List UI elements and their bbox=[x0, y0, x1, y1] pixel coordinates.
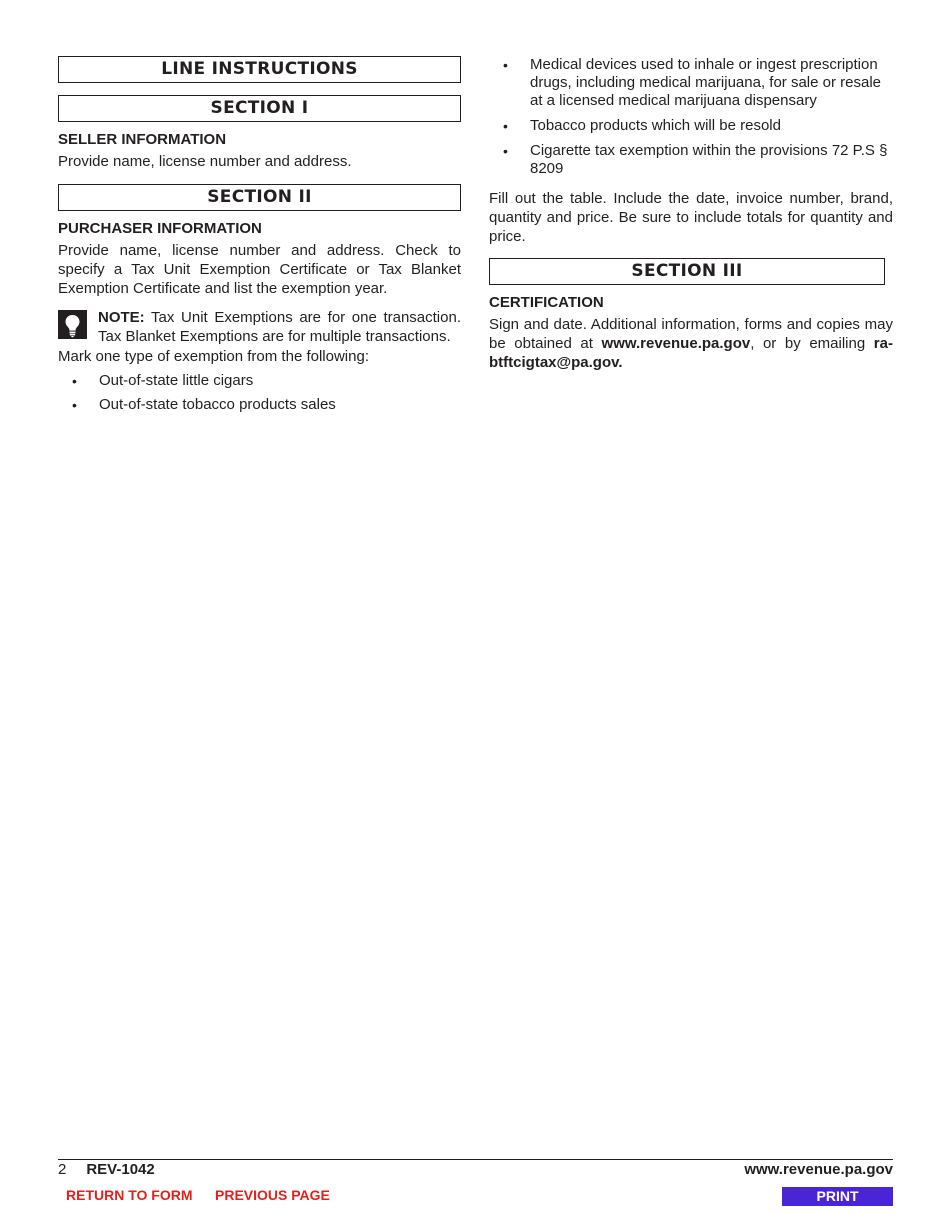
lightbulb-icon bbox=[58, 310, 87, 339]
website-link[interactable]: www.revenue.pa.gov bbox=[601, 335, 751, 352]
bullet-icon: • bbox=[72, 373, 77, 389]
page-number: 2 bbox=[58, 1161, 67, 1178]
footer-website: www.revenue.pa.gov bbox=[744, 1161, 893, 1178]
bullet-icon: • bbox=[503, 143, 508, 159]
section-2-heading: SECTION II bbox=[58, 184, 461, 211]
footer-page-info bbox=[58, 1161, 155, 1179]
bullet-icon: • bbox=[503, 57, 508, 73]
purchaser-information-subhead: PURCHASER INFORMATION bbox=[58, 220, 262, 237]
seller-information-text: Provide name, license number and address. bbox=[58, 153, 352, 170]
exemption-intro-text: Mark one type of exemption from the following: bbox=[58, 348, 369, 365]
exemption-list-left bbox=[58, 372, 461, 414]
seller-information-subhead: SELLER INFORMATION bbox=[58, 131, 227, 148]
table-instructions-text: Fill out the table. Include the date, invoice number, brand, quantity and price. Be sure to include totals for quantity and price. bbox=[489, 190, 893, 245]
footer-divider bbox=[58, 1159, 893, 1160]
list-item: • Tobacco products which will be resold bbox=[503, 117, 781, 134]
list-item: • Cigarette tax exemption within the provisions 72 P.S § 8209 bbox=[503, 142, 888, 177]
print-button[interactable]: PRINT bbox=[782, 1187, 893, 1206]
note-label: NOTE: bbox=[98, 309, 145, 326]
return-to-form-link[interactable]: RETURN TO FORM bbox=[66, 1187, 193, 1203]
bullet-icon: • bbox=[72, 397, 77, 413]
email-link[interactable]: ra-btftcigtax@pa.gov. bbox=[489, 335, 893, 371]
certification-subhead: CERTIFICATION bbox=[489, 294, 604, 311]
section-1-heading: SECTION I bbox=[58, 95, 461, 122]
certification-text: Sign and date. Additional information, forms and copies may be obtained at www.revenue.pa.gov, or by emailing ra-btftcigtax@pa.gov. bbox=[489, 316, 893, 371]
note-block bbox=[58, 308, 461, 346]
exemption-list-right bbox=[489, 56, 893, 178]
list-item: • Out-of-state little cigars bbox=[72, 372, 254, 389]
note-text: Tax Unit Exemptions are for one transaction. Tax Blanket Exemptions are for multiple transactions. bbox=[98, 309, 461, 345]
left-column bbox=[58, 56, 461, 414]
list-item: • Medical devices used to inhale or ingest prescription drugs, including medical marijuana, for sale or resale at a licensed medical marijuana dispensary bbox=[503, 56, 882, 109]
bullet-icon: • bbox=[503, 118, 508, 134]
right-column bbox=[489, 56, 893, 372]
form-id: REV-1042 bbox=[86, 1161, 155, 1178]
list-item: • Out-of-state tobacco products sales bbox=[72, 396, 336, 413]
section-3-heading: SECTION III bbox=[489, 258, 885, 285]
purchaser-information-text: Provide name, license number and address. Check to specify a Tax Unit Exemption Certificate or Tax Blanket Exemption Certificate and list the exemption year. bbox=[58, 242, 461, 297]
line-instructions-heading: LINE INSTRUCTIONS bbox=[58, 56, 461, 83]
previous-page-link[interactable]: PREVIOUS PAGE bbox=[215, 1187, 330, 1203]
